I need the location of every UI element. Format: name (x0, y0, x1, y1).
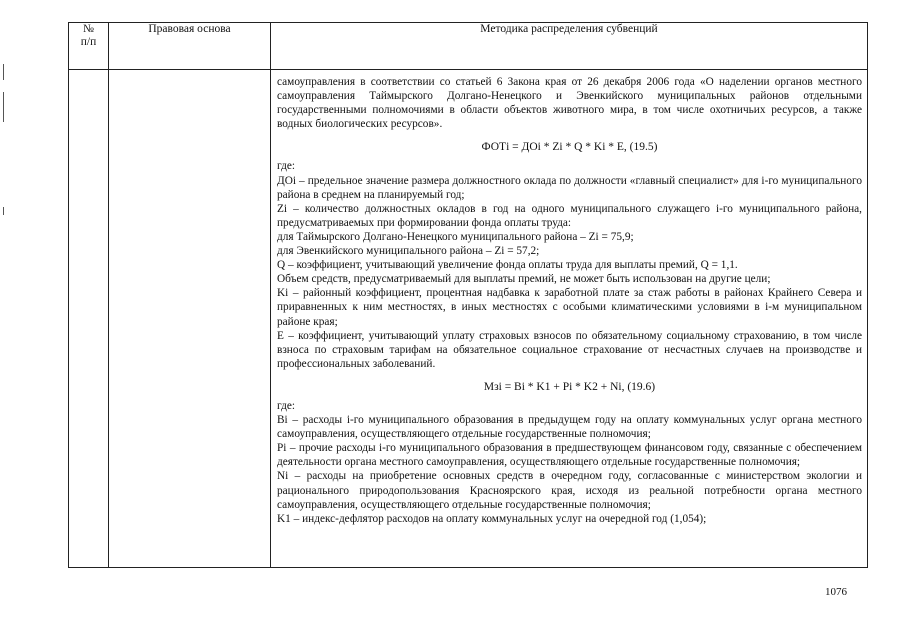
table-row (69, 70, 868, 568)
subvention-table (68, 22, 868, 568)
header-number-line2: п/п (80, 36, 97, 48)
formula-19-5: ФОТi = ДОi * Zi * Q * Ki * E, (19.5) (481, 141, 658, 154)
methodology-text (271, 70, 867, 526)
definition-paragraph: Ki – районный коэффициент, процентная надбавка к заработной плате за стаж работы в районах Крайнего Севера и приравненных к ним местностях, в иных местностях с особыми климатическими условиями в i-м муниципальном районе края; (277, 287, 862, 328)
scan-edge-mark (3, 64, 4, 80)
intro-paragraph: самоуправления в соответствии со статьей 6 Закона края от 26 декабря 2006 года «О наделении органов местного самоуправления Таймырского Долгано-Ненецкого и Эвенкийского муниципальных районов отдельными государственными полномочиями в области объектов животного мира, в том числе охотничьих ресурсов, а также водных биологических ресурсов». (277, 76, 862, 131)
cell-number (69, 70, 109, 568)
definition-paragraph: K1 – индекс-дефлятор расходов на оплату коммунальных услуг на очередной год (1,054); (277, 512, 707, 525)
formula-19-6: Мзi = Bi * K1 + Pi * K2 + Ni, (19.6) (483, 380, 656, 393)
definition-paragraph: Объем средств, предусматриваемый для выплаты премий, не может быть использован на другие цели; (277, 273, 771, 286)
definition-paragraph: ДОi – предельное значение размера должностного оклада по должности «главный специалист» для i-го муниципального района в среднем на планируемый год; (277, 174, 862, 201)
definition-paragraph: Q – коэффициент, учитывающий увеличение фонда оплаты труда для выплаты премий, Q = 1,1. (277, 259, 738, 272)
scan-edge-mark (3, 207, 4, 215)
where-label: где: (277, 160, 295, 173)
definition-paragraph: для Таймырского Долгано-Ненецкого муниципального района – Zi = 75,9; (277, 230, 634, 243)
page-number: 1076 (825, 586, 847, 598)
definition-paragraph: для Эвенкийского муниципального района – Zi = 57,2; (277, 245, 540, 258)
definition-paragraph: Ni – расходы на приобретение основных средств в очередном году, согласованные с министерством экологии и рационального природопользования Красноярского края, исходя из реальной потребности органа местного самоуправления, осуществляющего отдельные государственные полномочия; (277, 470, 862, 511)
definition-paragraph: Bi – расходы i-го муниципального образования в предыдущем году на оплату коммунальных услуг органа местного самоуправления, осуществляющего отдельные государственные полномочия; (277, 414, 862, 441)
scan-edge-mark (3, 92, 4, 122)
header-legal-basis: Правовая основа (109, 23, 271, 70)
table-header-row (69, 23, 868, 70)
cell-methodology (271, 70, 868, 568)
header-number (69, 23, 109, 70)
definition-paragraph: E – коэффициент, учитывающий уплату страховых взносов по обязательному социальному страхованию, в том числе взноса по страховым тарифам на обязательное социальное страхование от несчастных случаев на производстве и профессиональных заболеваний. (277, 329, 862, 370)
definition-paragraph: Zi – количество должностных окладов в год на одного муниципального служащего i-го муниципального района, предусматриваемых при формировании фонда оплаты труда: (277, 202, 862, 229)
definition-paragraph: Pi – прочие расходы i-го муниципального образования в предшествующем финансовом году, связанные с обеспечением деятельности органа местного самоуправления, осуществляющего отдельные государственные полномочия; (277, 442, 862, 469)
cell-legal-basis (109, 70, 271, 568)
where-label: где: (277, 399, 295, 412)
header-number-line1: № (83, 23, 94, 35)
header-methodology: Методика распределения субвенций (271, 23, 868, 70)
